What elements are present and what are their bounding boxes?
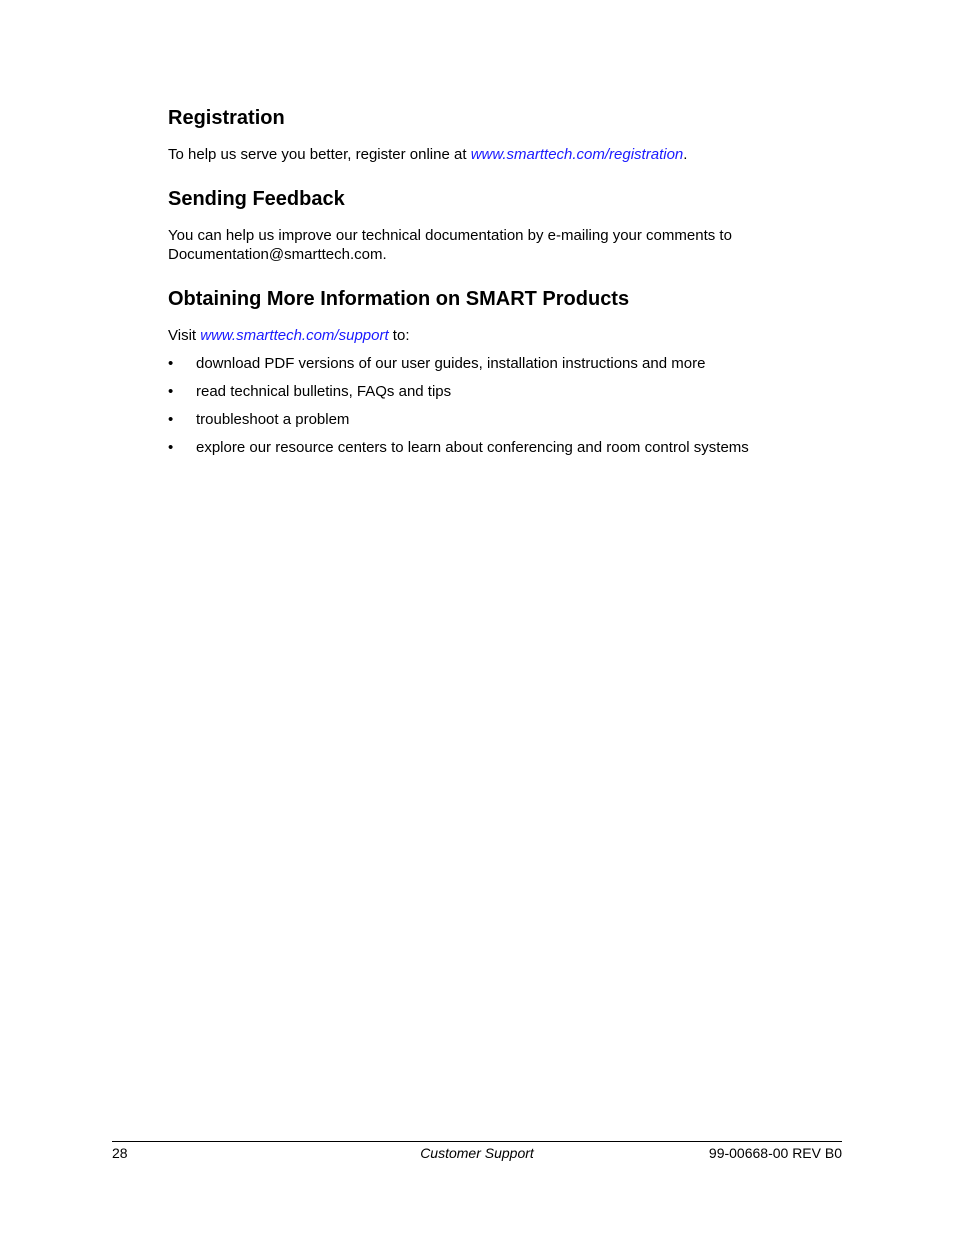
list-item-text: download PDF versions of our user guides, installation instructions and more <box>196 355 706 372</box>
list-item <box>168 438 808 457</box>
support-link[interactable]: www.smarttech.com/support <box>200 327 389 344</box>
registration-link[interactable]: www.smarttech.com/registration <box>470 146 684 163</box>
visit-text: Visit <box>168 327 201 344</box>
list-item-text: read technical bulletins, FAQs and tips <box>196 383 452 400</box>
bullet-icon: • <box>168 439 174 456</box>
bullet-icon: • <box>168 355 174 372</box>
list-item <box>168 382 808 401</box>
registration-text: To help us serve you better, register online at <box>168 146 471 163</box>
registration-text-end: . <box>683 146 688 163</box>
document-number: 99-00668-00 REV B0 <box>708 1145 842 1161</box>
feedback-heading: Sending Feedback <box>168 188 345 210</box>
info-bullet-list <box>168 354 808 457</box>
list-item-text: troubleshoot a problem <box>196 411 350 428</box>
feedback-line-1: You can help us improve our technical documentation by e-mailing your comments to <box>168 227 732 244</box>
list-item <box>168 410 808 429</box>
page-number: 28 <box>112 1145 128 1161</box>
feedback-email: Documentation@smarttech.com. <box>168 246 387 263</box>
bullet-icon: • <box>168 411 174 428</box>
page-content <box>168 106 808 466</box>
info-heading: Obtaining More Information on SMART Products <box>168 288 630 310</box>
registration-paragraph <box>168 145 808 164</box>
feedback-paragraph <box>168 226 808 264</box>
visit-paragraph <box>168 326 808 345</box>
registration-heading: Registration <box>168 107 285 129</box>
list-item-text: explore our resource centers to learn about conferencing and room control systems <box>196 439 749 456</box>
visit-text-end: to: <box>388 327 410 344</box>
page-footer <box>112 1144 842 1162</box>
footer-divider <box>112 1141 842 1142</box>
bullet-icon: • <box>168 383 174 400</box>
list-item <box>168 354 808 373</box>
footer-section-title: Customer Support <box>420 1145 534 1161</box>
